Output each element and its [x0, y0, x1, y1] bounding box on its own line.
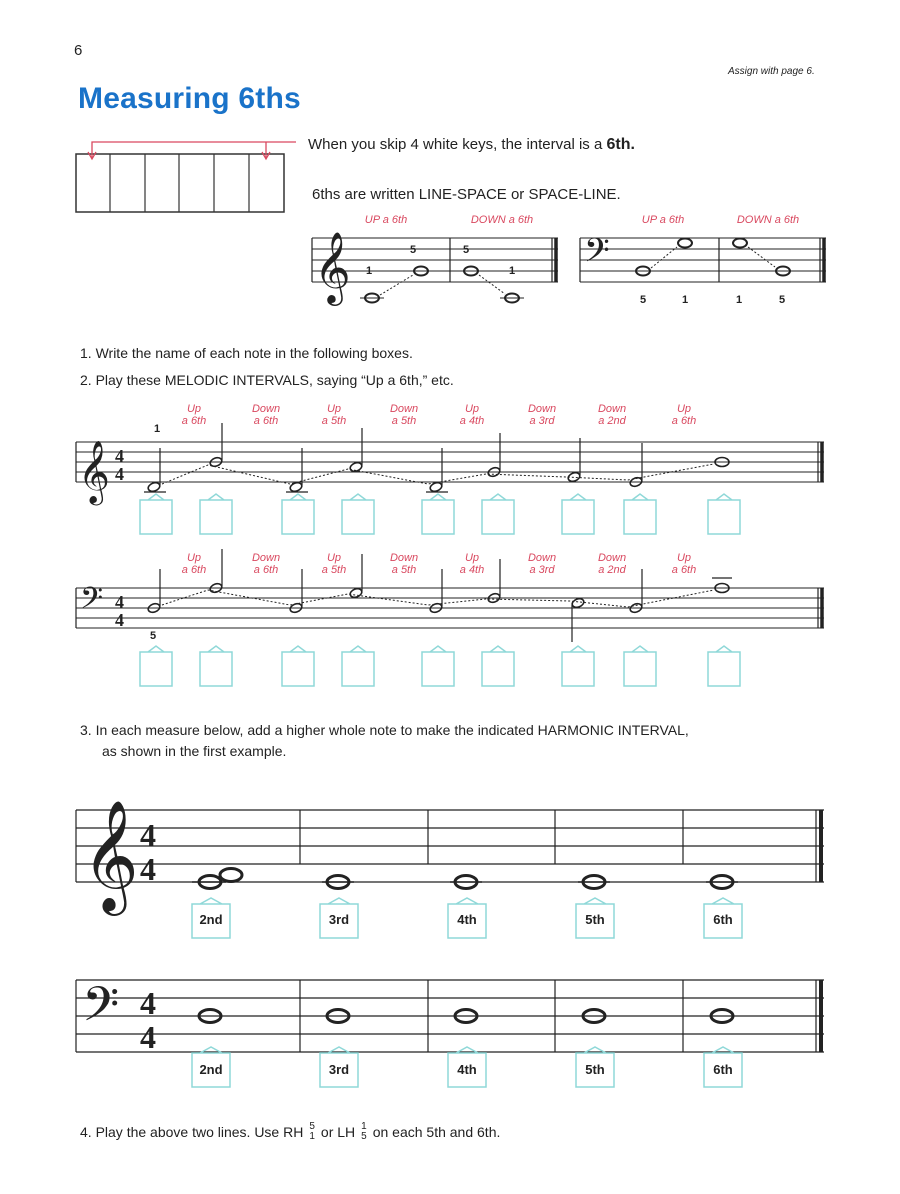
intro-treble-notes: [365, 267, 519, 303]
intro-treble-finger-2: 5: [410, 244, 417, 256]
melodic-answer-boxes: [140, 494, 740, 686]
harmonic-bass-staff: [76, 980, 824, 1052]
interval-label: Up a 6th: [181, 552, 207, 576]
treble-clef-icon: 𝄞: [78, 440, 110, 503]
instruction-4-post: on each 5th and 6th.: [372, 1124, 501, 1140]
intro-bass-finger-1: 5: [640, 294, 647, 306]
instruction-4-pre: 4. Play the above two lines. Use RH: [80, 1124, 304, 1140]
svg-text:4: 4: [140, 851, 156, 887]
intro-line1-bold: 6th.: [606, 136, 635, 153]
treble-clef-icon: 𝄞: [314, 230, 351, 303]
intro-bass-label-down: DOWN a 6th: [736, 214, 800, 226]
svg-text:4: 4: [115, 464, 124, 484]
interval-label: Down a 2nd: [597, 552, 627, 576]
harmonic-label: 4th: [457, 912, 477, 927]
svg-text:4: 4: [140, 817, 156, 853]
melodic-treble-finger: 1: [154, 423, 161, 435]
svg-text:4: 4: [140, 985, 156, 1021]
intro-bass-finger-3: 1: [736, 294, 743, 306]
harmonic-label: 2nd: [199, 1062, 223, 1077]
svg-text:4: 4: [115, 592, 124, 612]
instruction-3a: 3. In each measure below, add a higher whole note to make the indicated HARMONIC INTERVAL,: [80, 722, 689, 738]
intro-treble-label-up: UP a 6th: [364, 214, 408, 226]
svg-text:4: 4: [115, 610, 124, 630]
melodic-treble-staff: [76, 442, 824, 482]
harmonic-label: 6th: [713, 912, 733, 927]
harmonic-label: 6th: [713, 1062, 733, 1077]
assign-note: Assign with page 6.: [728, 66, 815, 77]
rh-bottom: 1: [309, 1131, 315, 1142]
interval-label: Down a 3rd: [527, 403, 557, 427]
harmonic-label: 3rd: [328, 1062, 350, 1077]
intro-line2: 6ths are written LINE-SPACE or SPACE-LINE.: [312, 186, 621, 203]
instruction-1: 1. Write the name of each note in the following boxes.: [80, 345, 413, 361]
intro-line1-text: When you skip 4 white keys, the interval is a: [308, 136, 603, 153]
harmonic-label: 3rd: [328, 912, 350, 927]
harmonic-treble-staff: [76, 810, 824, 882]
intro-bass-label-up: UP a 6th: [641, 214, 685, 226]
interval-label: Up a 6th: [181, 403, 207, 427]
instruction-4: [80, 1122, 500, 1142]
harmonic-bass-notes: [199, 1010, 733, 1023]
harmonic-label: 5th: [585, 912, 605, 927]
instruction-2: 2. Play these MELODIC INTERVALS, saying “Up a 6th,” etc.: [80, 372, 454, 388]
melodic-treble-notes: [147, 456, 729, 493]
intro-bass-finger-2: 1: [682, 294, 689, 306]
instruction-4-mid: or LH: [320, 1124, 356, 1140]
page-number: 6: [74, 42, 83, 59]
treble-clef-icon: 𝄞: [82, 799, 139, 911]
interval-label: Down a 2nd: [597, 403, 627, 427]
bass-clef-icon: 𝄢: [82, 976, 120, 1044]
intro-treble-finger-3: 5: [463, 244, 470, 256]
rh-top: 5: [309, 1121, 315, 1132]
intro-bass-finger-4: 5: [779, 294, 786, 306]
intro-treble-finger-1: 1: [366, 265, 373, 277]
interval-label: Up a 6th: [671, 403, 697, 427]
interval-label: Down a 6th: [251, 403, 281, 427]
svg-text:4: 4: [115, 446, 124, 466]
interval-label: Up a 4th: [459, 552, 485, 576]
melodic-bass-staff: [76, 588, 824, 628]
page-title: Measuring 6ths: [78, 82, 301, 115]
interval-label: Down a 3rd: [527, 552, 557, 576]
interval-label: Down a 5th: [389, 403, 419, 427]
intro-treble-staff: [312, 238, 558, 298]
melodic-bass-notes: [147, 582, 729, 614]
intro-line1: [308, 136, 635, 154]
intro-treble-finger-4: 1: [509, 265, 516, 277]
interval-label: Down a 6th: [251, 552, 281, 576]
bass-clef-icon: 𝄢: [584, 232, 610, 278]
intro-bass-staff: [580, 238, 826, 282]
lh-top: 1: [361, 1121, 367, 1132]
interval-label: Up a 4th: [459, 403, 485, 427]
intro-treble-label-down: DOWN a 6th: [470, 214, 534, 226]
melodic-bass-finger: 5: [150, 630, 157, 642]
harmonic-label: 5th: [585, 1062, 605, 1077]
intro-bass-notes: [636, 239, 790, 276]
harmonic-label: 4th: [457, 1062, 477, 1077]
keyboard-diagram: [76, 142, 296, 212]
interval-label: Up a 6th: [671, 552, 697, 576]
bass-clef-icon: 𝄢: [80, 582, 104, 623]
harmonic-label: 2nd: [199, 912, 223, 927]
lh-bottom: 5: [361, 1131, 367, 1142]
rh-fingering: [309, 1122, 315, 1142]
lh-fingering: [361, 1122, 367, 1142]
svg-text:4: 4: [140, 1019, 156, 1055]
interval-label: Up a 5th: [321, 403, 347, 427]
instruction-3b: as shown in the first example.: [102, 743, 287, 759]
interval-label: Up a 5th: [321, 552, 347, 576]
interval-label: Down a 5th: [389, 552, 419, 576]
harmonic-treble-notes: [199, 869, 733, 889]
